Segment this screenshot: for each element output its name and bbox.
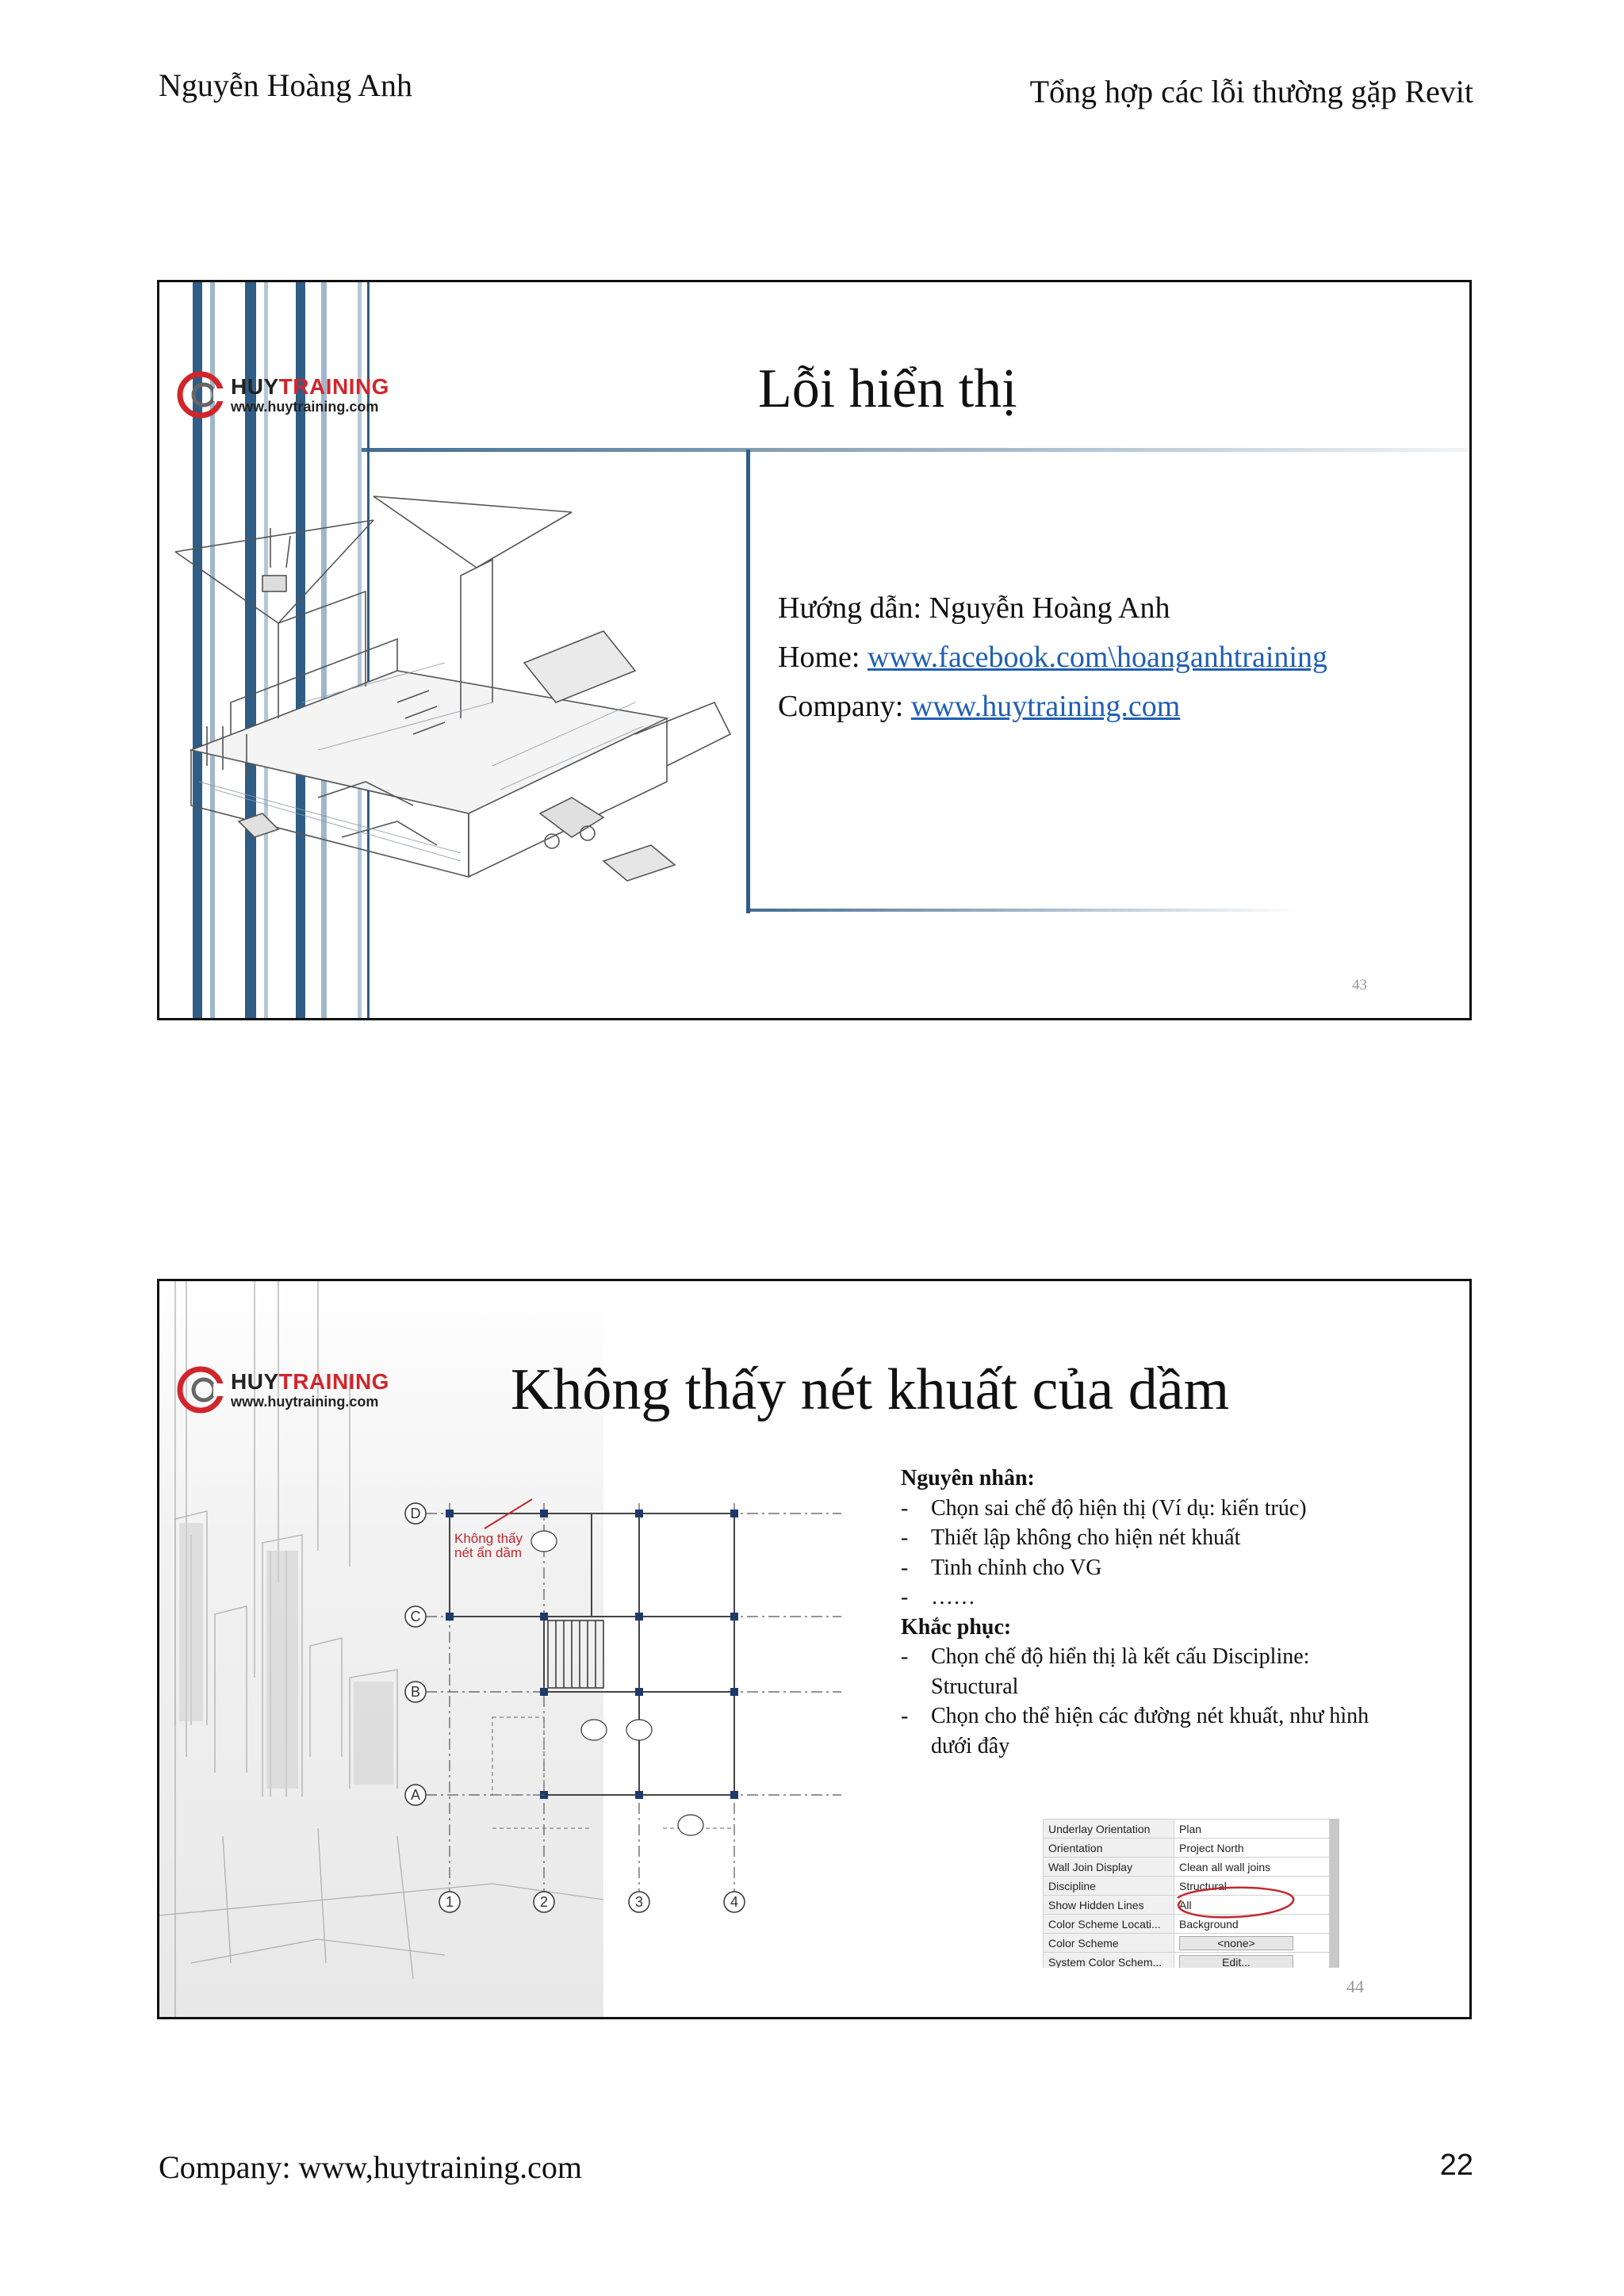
cause-item: - Thiết lập không cho hiện nét khuất bbox=[901, 1523, 1377, 1553]
grid-col-1: 1 bbox=[445, 1894, 454, 1910]
company-link[interactable]: www.huytraining.com bbox=[910, 690, 1181, 723]
guide-name: Nguyễn Hoàng Anh bbox=[929, 591, 1170, 625]
plan-note-line1: Không thấy bbox=[454, 1531, 523, 1546]
guide-line bbox=[778, 584, 1327, 633]
cause-list bbox=[901, 1494, 1377, 1613]
grid-row-b: B bbox=[410, 1684, 421, 1700]
grid-row-d: D bbox=[410, 1506, 421, 1521]
property-row: Wall Join Display Clean all wall joins bbox=[1044, 1858, 1330, 1877]
slide-page-number: 44 bbox=[1346, 1976, 1364, 1996]
fix-heading: Khắc phục: bbox=[901, 1614, 1012, 1640]
grid-col-4: 4 bbox=[730, 1894, 739, 1910]
slide-page-number: 43 bbox=[1352, 977, 1367, 993]
fix-item: - Chọn chế độ hiển thị là kết cấu Discipline: Structural bbox=[901, 1642, 1377, 1701]
slide-44 bbox=[157, 1279, 1472, 2019]
home-line bbox=[778, 633, 1327, 682]
logo-name-training: TRAINING bbox=[278, 374, 389, 399]
slide-title: Không thấy nét khuất của dầm bbox=[510, 1357, 1230, 1422]
header-author: Nguyễn Hoàng Anh bbox=[159, 67, 412, 103]
facebook-link[interactable]: www.facebook.com\hoanganhtraining bbox=[867, 641, 1327, 674]
cause-item: - Chọn sai chế độ hiện thị (Ví dụ: kiến trúc) bbox=[901, 1494, 1377, 1524]
grid-col-2: 2 bbox=[539, 1894, 549, 1910]
property-row: Underlay Orientation Plan bbox=[1044, 1820, 1330, 1839]
slide-43 bbox=[157, 280, 1472, 1020]
home-label: Home: bbox=[778, 641, 868, 674]
logo-name-huy: HUY bbox=[231, 1369, 279, 1394]
property-row: Orientation Project North bbox=[1044, 1839, 1330, 1858]
header-doc-title: Tổng hợp các lỗi thường gặp Revit bbox=[1029, 74, 1473, 109]
company-label: Company: bbox=[778, 690, 911, 723]
cause-heading: Nguyên nhân: bbox=[901, 1466, 1035, 1490]
property-row: Color Scheme Locati... Background bbox=[1044, 1915, 1330, 1934]
fix-item: - Chọn cho thể hiện các đường nét khuất, như hình dưới đây bbox=[901, 1701, 1377, 1761]
slide-title: Lỗi hiển thị bbox=[758, 358, 1017, 419]
grid-col-3: 3 bbox=[634, 1894, 644, 1910]
logo-name-huy: HUY bbox=[231, 374, 279, 399]
footer-company: Company: www,huytraining.com bbox=[159, 2149, 583, 2185]
footer-page-number: 22 bbox=[1439, 2149, 1473, 2182]
grid-row-a: A bbox=[410, 1787, 421, 1803]
company-line bbox=[778, 682, 1327, 731]
construction-sketch-image bbox=[159, 465, 762, 956]
contact-info bbox=[778, 584, 1327, 731]
logo-url: www.huytraining.com bbox=[231, 399, 379, 415]
logo-name-training: TRAINING bbox=[278, 1369, 389, 1394]
plan-note-line2: nét ẩn dầm bbox=[454, 1545, 523, 1560]
cause-fix-text bbox=[901, 1464, 1377, 1761]
cause-item: - Tinh chỉnh cho VG bbox=[901, 1553, 1377, 1583]
logo-mark-icon bbox=[175, 369, 226, 420]
fix-list bbox=[901, 1642, 1377, 1761]
property-row: System Color Schem... Edit... bbox=[1044, 1953, 1330, 1969]
property-row: Color Scheme <none> bbox=[1044, 1934, 1330, 1953]
huytraining-logo bbox=[175, 369, 389, 420]
property-row-show-hidden-lines: Show Hidden Lines All bbox=[1044, 1896, 1330, 1915]
revit-properties-panel bbox=[1043, 1819, 1339, 1968]
framing-plan-drawing bbox=[397, 1479, 841, 1939]
guide-label: Hướng dẫn: bbox=[778, 591, 929, 625]
logo-url: www.huytraining.com bbox=[231, 1394, 379, 1410]
red-highlight-scribble bbox=[1043, 1819, 1330, 1968]
cause-item: - …… bbox=[901, 1582, 1377, 1613]
grid-row-c: C bbox=[410, 1609, 421, 1624]
property-row: Discipline Structural bbox=[1044, 1877, 1330, 1896]
color-scheme-button[interactable]: <none> bbox=[1179, 1936, 1293, 1950]
edit-button[interactable]: Edit... bbox=[1179, 1955, 1293, 1969]
